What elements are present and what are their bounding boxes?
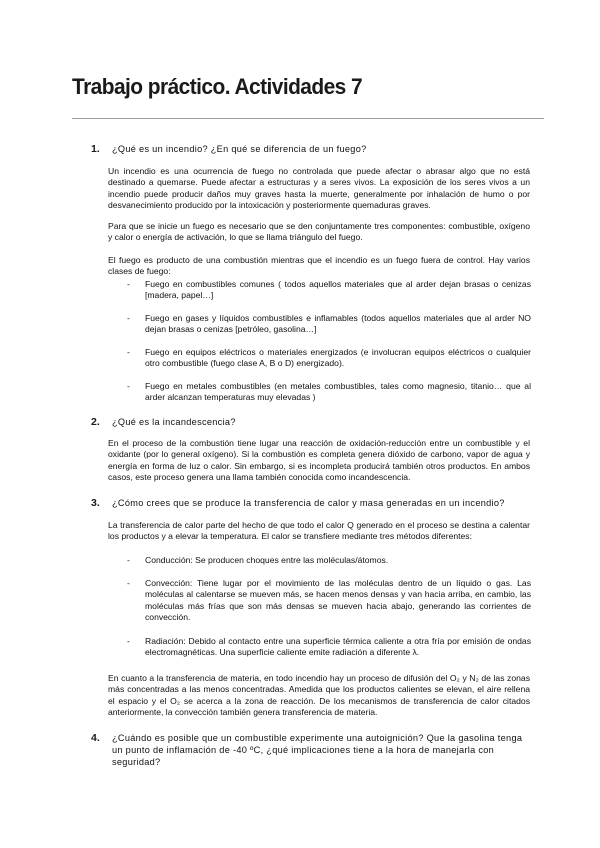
- answer-paragraph: En el proceso de la combustión tiene lugar una reacción de oxidación-reducción entre un combustible y el oxidante (por lo general oxígeno). Si la combustión es completa genera dióxido de carbono, vapor de agua y energía en forma de luz o calor. Sin embargo, si es incompleta producirá también otros productos. En ambos casos, este proceso genera una llama también conocida como incandescencia.: [108, 438, 530, 483]
- question-2: [91, 416, 531, 428]
- list-item: [127, 347, 531, 370]
- question-text: ¿Qué es un incendio? ¿En qué se diferencia de un fuego?: [112, 144, 367, 154]
- list-item-text: Fuego en equipos eléctricos o materiales energizados (e involucran equipos eléctricos o cualquier otro combustible (fuego clase A, B o D) energizado).: [145, 347, 531, 369]
- list-item: [127, 381, 531, 404]
- answer-paragraph: Para que se inicie un fuego es necesario que se den conjuntamente tres componentes: combustible, oxígeno y calor o energía de activación, lo que se llama triángulo del fuego.: [108, 221, 530, 243]
- question-text: ¿Cuándo es posible que un combustible experimente una autoignición? Que la gasolina tenga un punto de inflamación de -40 ºC, ¿qué implicaciones tiene a la hora de manejarla con seguridad?: [112, 733, 523, 767]
- bullet-dash: -: [127, 381, 130, 391]
- answer-paragraph: El fuego es producto de una combustión mientras que el incendio es un fuego fuera de control. Hay varios clases de fuego:: [108, 255, 530, 277]
- bullet-dash: -: [127, 347, 130, 357]
- answer-paragraph: Un incendio es una ocurrencia de fuego no controlada que puede afectar o abrasar algo que no está destinado a quemarse. Puede afectar a estructuras y a seres vivos. La exposición de los seres vivos a un incendio puede producir daños muy graves hasta la muerte, generalmente por inhalación de humo o por desvanecimiento producido por la intoxicación y posteriormente quemaduras graves.: [108, 166, 530, 211]
- list-item-text: Radiación: Debido al contacto entre una superficie térmica caliente a otra fría por emisión de ondas electromagnéticas. Una superficie caliente emite radiación a diferente λ.: [145, 636, 531, 658]
- bullet-dash: -: [127, 636, 130, 646]
- question-1: [91, 143, 531, 155]
- question-text: ¿Qué es la incandescencia?: [112, 417, 236, 427]
- list-item: [127, 313, 531, 336]
- question-number: 1.: [91, 143, 100, 155]
- list-item-text: Fuego en gases y líquidos combustibles e inflamables (todos aquellos materiales que al arder NO dejan brasas o cenizas [petróleo, gasolina…]: [145, 313, 531, 335]
- bullet-dash: -: [127, 279, 130, 289]
- title-divider: [72, 118, 544, 119]
- list-item: [127, 578, 531, 624]
- question-number: 3.: [91, 497, 100, 509]
- answer-paragraph: La transferencia de calor parte del hecho de que todo el calor Q generado en el proceso se destina a calentar los productos y a elevar la temperatura. El calor se transfiere mediante tres métodos diferentes:: [108, 520, 530, 542]
- question-number: 2.: [91, 416, 100, 428]
- list-item: [127, 636, 531, 659]
- bullet-dash: -: [127, 555, 130, 565]
- list-item-text: Convección: Tiene lugar por el movimiento de las moléculas dentro de un líquido o gas. Las moléculas al calentarse se mueven más, se hacen menos densas y van hacia arriba, en cambio, las moléculas más frías que son más densas se mueven hacia abajo, generando las corrientes de convección.: [145, 578, 531, 623]
- list-item: [127, 555, 531, 566]
- bullet-dash: -: [127, 578, 130, 588]
- question-number: 4.: [91, 732, 100, 744]
- list-item: [127, 279, 531, 302]
- list-item-text: Fuego en combustibles comunes ( todos aquellos materiales que al arder dejan brasas o cenizas [madera, papel…]: [145, 279, 531, 301]
- page-title: Trabajo práctico. Actividades 7: [72, 74, 363, 99]
- question-text: ¿Cómo crees que se produce la transferencia de calor y masa generadas en un incendio?: [112, 498, 505, 508]
- list-item-text: Conducción: Se producen choques entre las moléculas/átomos.: [145, 555, 389, 565]
- question-4: [91, 732, 531, 768]
- question-3: [91, 497, 531, 509]
- bullet-dash: -: [127, 313, 130, 323]
- answer-paragraph: En cuanto a la transferencia de materia, en todo incendio hay un proceso de difusión del O₂ y N₂ de las zonas más concentradas a las menos concentradas. Amedida que los productos calientes se elevan, el aire rellena el espacio y el O₂ se acerca a la zona de reacción. De los mecanismos de transferencia de calor citados anteriormente, la convección también genera transferencia de materia.: [108, 673, 530, 718]
- list-item-text: Fuego en metales combustibles (en metales combustibles, tales como magnesio, titanio… que al arder alcanzan temperaturas muy elevadas ): [145, 381, 531, 403]
